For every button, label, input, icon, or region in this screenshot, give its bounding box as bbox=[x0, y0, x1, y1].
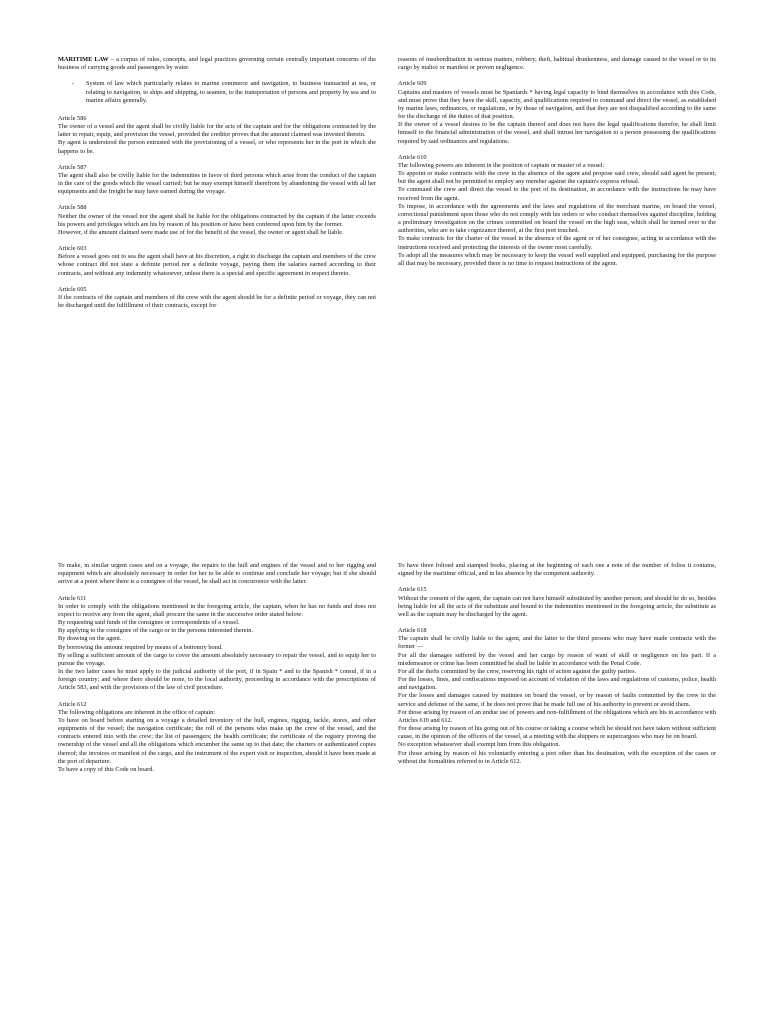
article-618 bbox=[398, 627, 716, 766]
bullet-item bbox=[72, 80, 376, 105]
article-605 bbox=[58, 286, 376, 311]
panel-top-left bbox=[58, 56, 376, 318]
article-paragraph: If the owner of a vessel desires to be the captain thereof and does not have the legal qualifications therefor, he shall limit himself to the financial administration of the vessel, and shall intrust her navigation to a person possessing the qualifications required by said ordinances and regulations. bbox=[398, 121, 716, 145]
article-heading: Article 609 bbox=[398, 80, 427, 88]
article-paragraph: By agent is understood the person entrusted with the provisioning of a vessel, or who represents her in the port in which she happens to be. bbox=[58, 139, 376, 155]
article-611 bbox=[58, 595, 376, 693]
article-item: For those arising by reason of an undue use of powers and non-fulfillment of the obligations which are his in accordance with Articles 610 and 612. bbox=[398, 708, 716, 724]
article-paragraph: However, if the amount claimed were made use of for the benefit of the vessel, the owner or agent shall be liable. bbox=[58, 228, 344, 236]
panel-bottom-right bbox=[398, 562, 716, 774]
article-heading: Article 605 bbox=[58, 285, 87, 293]
article-paragraph: The captain shall be civilly liable to the agent, and the latter to the third persons who may have made contracts with the former — bbox=[398, 635, 716, 651]
article-paragraph: In order to comply with the obligations mentioned in the foregoing article, the captain, when he has no funds and does not expect to receive any from the agent, shall procure the same in the successive order stated below: bbox=[58, 602, 376, 618]
article-paragraph: Neither the owner of the vessel nor the agent shall be liable for the obligations contracted by the captain if the latter exceeds his powers and privileges which are his by reason of his position or have been conferred upon him by the former. bbox=[58, 212, 376, 228]
article-item: By selling a sufficient amount of the cargo to cover the amount absolutely necessary to repair the vessel, and to equip her to pursue the voyage. bbox=[58, 651, 376, 667]
article-587 bbox=[58, 164, 376, 197]
article-603 bbox=[58, 245, 376, 278]
article-item: To make contracts for the charter of the vessel in the absence of the agent or of her consignee, acting in accordance with the instructions received and protecting the interests of the owner most carefully. bbox=[398, 235, 716, 251]
article-item: To have a copy of this Code on board. bbox=[58, 765, 154, 773]
intro-definition bbox=[58, 56, 376, 72]
article-item: To have on board before starting on a voyage a detailed inventory of the hull, engines, rigging, tackle, stores, and other equipments of the vessel; the navigation certificate; the roll of the persons who make up the crew of the vessel, and the contracts entered into with the crew; the list of passengers; the health certificate; the certificate of the registry proving the ownership of the vessel and all the obligations which encumber the same up to that date; the charters or authenticated copies thereof; the invoices or manifest of the cargo, and the instrument of the expert visit or inspection, should it have been made at the port of departure. bbox=[58, 716, 376, 765]
article-heading: Article 615 bbox=[398, 586, 427, 594]
intro-rest: – a corpus of rules, concepts, and legal practices governing certain centrally important concerns of the business of carrying goods and passengers by water. bbox=[58, 56, 376, 72]
continued-paragraph: To make, in similar urgent cases and on a voyage, the repairs to the hull and engines of the vessel and to her rigging and equipment which are absolutely necessary in order for her to be able to continue and conclude her voyage; but if she should arrive at a point where there is a consignee of the vessel, he shall act in concurrence with the latter. bbox=[58, 562, 376, 586]
article-paragraph: If the contracts of the captain and members of the crew with the agent should be for a definite period or voyage, they can not be discharged until the fulfillment of their contracts, except for bbox=[58, 293, 376, 310]
panel-bottom-left bbox=[58, 562, 376, 782]
article-612 bbox=[58, 701, 376, 775]
article-item: For those arising by reason of his voluntarily entering a port other than his destination, with the exception of the cases or without the formalities referred to in Article 612. bbox=[398, 749, 716, 765]
article-588 bbox=[58, 204, 376, 237]
article-item: For the losses and damages caused by mutinies on board the vessel, or by reason of faults committed by the crew in the service and defense of the same, if he does not prove that he made full use of his authority to prevent or avoid them. bbox=[398, 692, 716, 708]
article-heading: Article 618 bbox=[398, 627, 427, 635]
continued-paragraph: To have three folioed and stamped books, placing at the beginning of each one a note of the number of folios it contains, signed by the maritime official, and in his absence by the competent authority. bbox=[398, 562, 716, 578]
article-586 bbox=[58, 115, 376, 156]
article-paragraph: Without the consent of the agent, the captain can not have himself substituted by another person; and should he do so, besides being liable for all the acts of the substitute and bound to the indemnities mentioned in the foregoing article, the substitute as well as the captain may be discharged by the agent. bbox=[398, 594, 716, 618]
article-heading: Article 612 bbox=[58, 700, 87, 708]
panel-top-right bbox=[398, 56, 716, 276]
article-item: By drawing on the agent. bbox=[58, 635, 122, 643]
article-item: For all the thefts committed by the crew, reserving his right of action against the guilty parties. bbox=[398, 667, 637, 675]
article-item: By borrowing the amount required by means of a bottomry bond. bbox=[58, 643, 223, 651]
article-item: To appoint or make contracts with the crew in the absence of the agent and propose said crew, should said agent be present; but the agent shall not be permitted to employ any member against the captain's express refusal. bbox=[398, 170, 716, 186]
article-item: For the losses, fines, and confiscations imposed on account of violation of the laws and regulations of customs, police, health and navigation. bbox=[398, 676, 716, 692]
article-heading: Article 603 bbox=[58, 245, 87, 253]
article-609 bbox=[398, 80, 716, 145]
article-item: No exception whatsoever shall exempt him from this obligation. bbox=[398, 741, 561, 749]
article-item: By requesting said funds of the consignee or correspondents of a vessel. bbox=[58, 619, 240, 627]
article-heading: Article 588 bbox=[58, 204, 87, 212]
article-paragraph: In the two latter cases he must apply to the judicial authority of the port, if in Spain * and to the Spanish * consul, if in a foreign country; and where there should be none, to the local authority, proceeding in accordance with the prescriptions of Article 583, and with the provisions of the law of civil procedure. bbox=[58, 668, 376, 692]
article-heading: Article 610 bbox=[398, 153, 427, 161]
continued-paragraph: reasons of insubordination in serious matters, robbery, theft, habitual drunkenness, and damage caused to the vessel or to its cargo by malice or manifest or proven negligence. bbox=[398, 56, 716, 72]
article-paragraph: Captains and masters of vessels must be Spaniards * having legal capacity to bind themselves in accordance with this Code, and must prove that they have the skill, capacity, and qualifications required to command and direct the vessel, as established by marine laws, ordinances, or regulations, or by those of navigation, and that they are not disqualified according to the same for the discharge of the duties of that position. bbox=[398, 88, 716, 121]
article-heading: Article 586 bbox=[58, 114, 87, 122]
article-item: By applying to the consignee of the cargo or to the persons interested therein. bbox=[58, 627, 254, 635]
article-paragraph: The following powers are inherent in the position of captain or master of a vessel: bbox=[398, 161, 605, 169]
bullet-text: System of law which particularly relates to marine commerce and navigation, to business transacted at sea, or relating to navigation, to ships and shipping, to seamen, to the transportation of persons and property by sea and to marine affairs generally. bbox=[86, 80, 376, 104]
article-item: For all the damages suffered by the vessel and her cargo by reason of want of skill or negligence on his part. If a misdemeanor or crime has been committed he shall be liable in accordance with the Penal Code. bbox=[398, 651, 716, 667]
article-item: To impose, in accordance with the agreements and the laws and regulations of the merchant marine, on board the vessel, correctional punishment upon those who do not comply with his orders or who conduct themselves against discipline, holding a preliminary investigation on the crimes committed on board the vessel on the high seas, which shall be turned over to the authorities, who are to take cognizance thereof, at the first port touched. bbox=[398, 202, 716, 235]
article-paragraph: Before a vessel goes out to sea the agent shall have at his discretion, a right to discharge the captain and members of the crew whose contract did not state a definite period nor a definite voyage, paying them the salaries earned according to their contracts, and without any indemnity whatsoever, unless there is a special and specific agreement in respect thereto. bbox=[58, 253, 376, 277]
article-heading: Article 611 bbox=[58, 594, 87, 602]
article-paragraph: The agent shall also be civilly liable for the indemnities in favor of third persons which arise from the conduct of the captain in the care of the goods which the vessel carried; but he may exempt himself therefrom by abandoning the vessel with all her equipments and the freight he may have earned during the voyage. bbox=[58, 171, 376, 196]
article-item: For those arising by reason of his going out of his course or taking a course which he should not have taken without sufficient cause, in the opinion of the officers of the vessel, at a meeting with the shippers or supercargoes who may be on board. bbox=[398, 725, 716, 741]
article-610 bbox=[398, 154, 716, 268]
article-item: To adopt all the measures which may be necessary to keep the vessel well supplied and equipped, purchasing for the purpose all that may be necessary, provided there is no time to request instructions of the agent. bbox=[398, 251, 716, 267]
article-paragraph: The owner of a vessel and the agent shall be civilly liable for the acts of the captain and for the obligations contracted by the latter to repair, equip, and provision the vessel, provided the creditor proves that the amount claimed was invested therein. bbox=[58, 123, 376, 139]
article-615 bbox=[398, 586, 716, 619]
article-paragraph: The following obligations are inherent in the office of captain: bbox=[58, 708, 216, 716]
article-item: To command the crew and direct the vessel to the port of its destination, in accordance with the instructions he may have received from the agent. bbox=[398, 186, 716, 202]
intro-term: MARITIME LAW bbox=[58, 56, 109, 63]
article-heading: Article 587 bbox=[58, 163, 87, 171]
bullet-marker: - bbox=[72, 80, 75, 88]
